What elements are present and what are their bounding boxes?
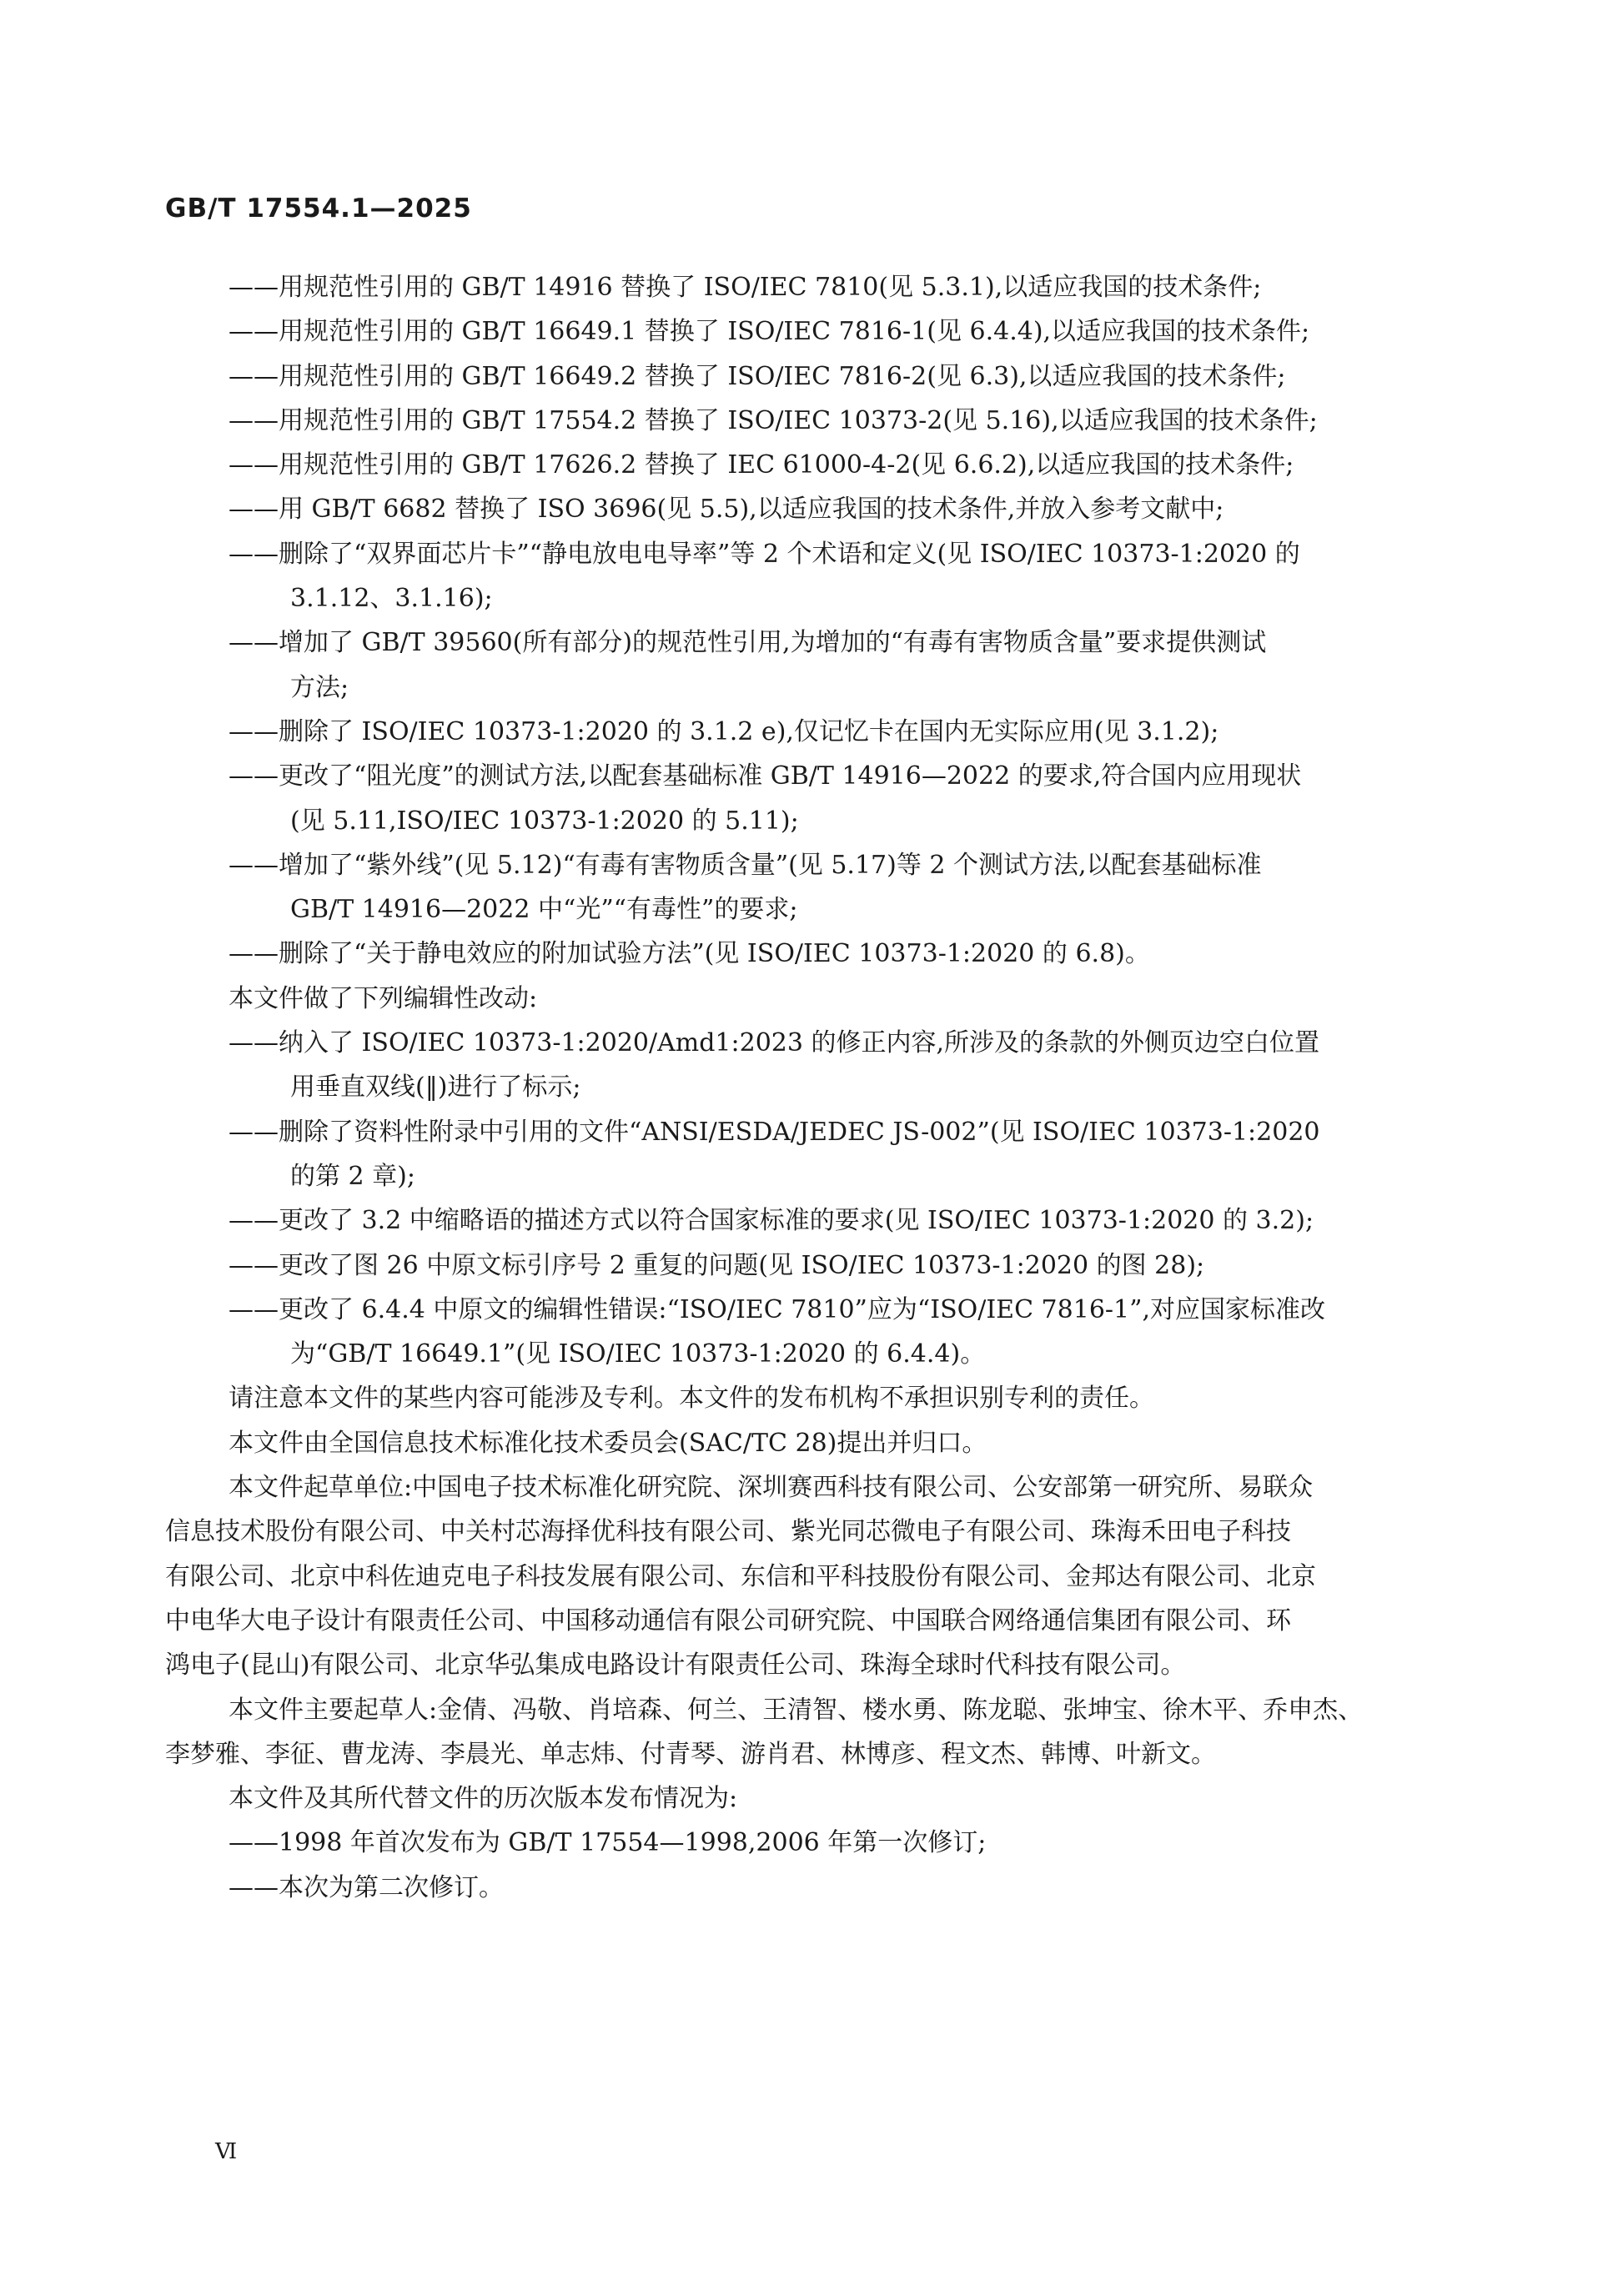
list-item: ——纳入了 ISO/IEC 10373-1:2020/Amd1:2023 的修正内容,所涉及的条款的外侧页边空白位置: [229, 1028, 1320, 1058]
paragraph-line: 信息技术股份有限公司、中关村芯海择优科技有限公司、紫光同芯微电子有限公司、珠海禾田电子科技: [165, 1517, 1291, 1547]
paragraph-line: 李梦雅、李征、曹龙涛、李晨光、单志炜、付青琴、游肖君、林博彦、程文杰、韩博、叶新文。: [165, 1739, 1216, 1769]
list-item: ——增加了 GB/T 39560(所有部分)的规范性引用,为增加的“有毒有害物质含量”要求提供测试: [229, 628, 1267, 658]
paragraph-line: 本文件主要起草人:金倩、冯敬、肖培森、何兰、王清智、楼水勇、陈龙聪、张坤宝、徐木平、乔申杰、: [229, 1695, 1364, 1725]
list-item: ——1998 年首次发布为 GB/T 17554—1998,2006 年第一次修订;: [229, 1828, 987, 1858]
list-item: ——用规范性引用的 GB/T 14916 替换了 ISO/IEC 7810(见 5.3.1),以适应我国的技术条件;: [229, 273, 1262, 302]
list-item-continuation: 的第 2 章);: [290, 1161, 415, 1191]
paragraph-line: 请注意本文件的某些内容可能涉及专利。本文件的发布机构不承担识别专利的责任。: [229, 1384, 1154, 1414]
list-item-continuation: GB/T 14916—2022 中“光”“有毒性”的要求;: [290, 895, 798, 925]
list-item: ——更改了 3.2 中缩略语的描述方式以符合国家标准的要求(见 ISO/IEC 10373-1:2020 的 3.2);: [229, 1206, 1314, 1236]
list-item: ——更改了“阻光度”的测试方法,以配套基础标准 GB/T 14916—2022 的要求,符合国内应用现状: [229, 761, 1302, 791]
list-item: ——本次为第二次修订。: [229, 1872, 504, 1902]
list-item-continuation: 3.1.12、3.1.16);: [290, 584, 493, 614]
document-number-header: GB/T 17554.1—2025: [165, 193, 472, 224]
list-item: ——删除了资料性附录中引用的文件“ANSI/ESDA/JEDEC JS-002”(见 ISO/IEC 10373-1:2020: [229, 1117, 1320, 1147]
list-item: ——更改了 6.4.4 中原文的编辑性错误:“ISO/IEC 7810”应为“ISO/IEC 7816-1”,对应国家标准改: [229, 1294, 1326, 1324]
list-item-continuation: 方法;: [290, 672, 349, 702]
list-item-continuation: (见 5.11,ISO/IEC 10373-1:2020 的 5.11);: [290, 806, 799, 836]
list-item: ——用规范性引用的 GB/T 17554.2 替换了 ISO/IEC 10373-2(见 5.16),以适应我国的技术条件;: [229, 405, 1318, 435]
list-item: ——用规范性引用的 GB/T 16649.2 替换了 ISO/IEC 7816-2(见 6.3),以适应我国的技术条件;: [229, 361, 1286, 391]
foreword-body: [165, 265, 1428, 1910]
list-item: ——更改了图 26 中原文标引序号 2 重复的问题(见 ISO/IEC 10373-1:2020 的图 28);: [229, 1250, 1205, 1280]
page-number: Ⅵ: [215, 2139, 238, 2164]
paragraph-line: 本文件由全国信息技术标准化技术委员会(SAC/TC 28)提出并归口。: [229, 1428, 987, 1458]
paragraph-line: 本文件做了下列编辑性改动:: [229, 983, 538, 1013]
paragraph-line: 有限公司、北京中科佐迪克电子科技发展有限公司、东信和平科技股份有限公司、金邦达有限公司、北京: [165, 1561, 1316, 1591]
list-item-continuation: 为“GB/T 16649.1”(见 ISO/IEC 10373-1:2020 的 6.4.4)。: [290, 1339, 986, 1369]
list-item: ——删除了“关于静电效应的附加试验方法”(见 ISO/IEC 10373-1:2020 的 6.8)。: [229, 939, 1150, 969]
list-item: ——用规范性引用的 GB/T 16649.1 替换了 ISO/IEC 7816-1(见 6.4.4),以适应我国的技术条件;: [229, 317, 1310, 347]
paragraph-line: 鸿电子(昆山)有限公司、北京华弘集成电路设计有限责任公司、珠海全球时代科技有限公司。: [165, 1650, 1186, 1681]
list-item: ——用规范性引用的 GB/T 17626.2 替换了 IEC 61000-4-2(见 6.6.2),以适应我国的技术条件;: [229, 450, 1294, 480]
paragraph-line: 本文件起草单位:中国电子技术标准化研究院、深圳赛西科技有限公司、公安部第一研究所、易联众: [229, 1473, 1314, 1503]
paragraph-line: 中电华大电子设计有限责任公司、中国移动通信有限公司研究院、中国联合网络通信集团有限公司、环: [165, 1605, 1291, 1635]
list-item: ——增加了“紫外线”(见 5.12)“有毒有害物质含量”(见 5.17)等 2 个测试方法,以配套基础标准: [229, 850, 1262, 880]
list-item: ——删除了 ISO/IEC 10373-1:2020 的 3.1.2 e),仅记忆卡在国内无实际应用(见 3.1.2);: [229, 716, 1219, 746]
list-item-continuation: 用垂直双线(‖)进行了标示;: [290, 1073, 581, 1103]
paragraph-line: 本文件及其所代替文件的历次版本发布情况为:: [229, 1784, 738, 1814]
list-item: ——删除了“双界面芯片卡”“静电放电电导率”等 2 个术语和定义(见 ISO/IEC 10373-1:2020 的: [229, 539, 1300, 569]
list-item: ——用 GB/T 6682 替换了 ISO 3696(见 5.5),以适应我国的技术条件,并放入参考文献中;: [229, 495, 1224, 525]
